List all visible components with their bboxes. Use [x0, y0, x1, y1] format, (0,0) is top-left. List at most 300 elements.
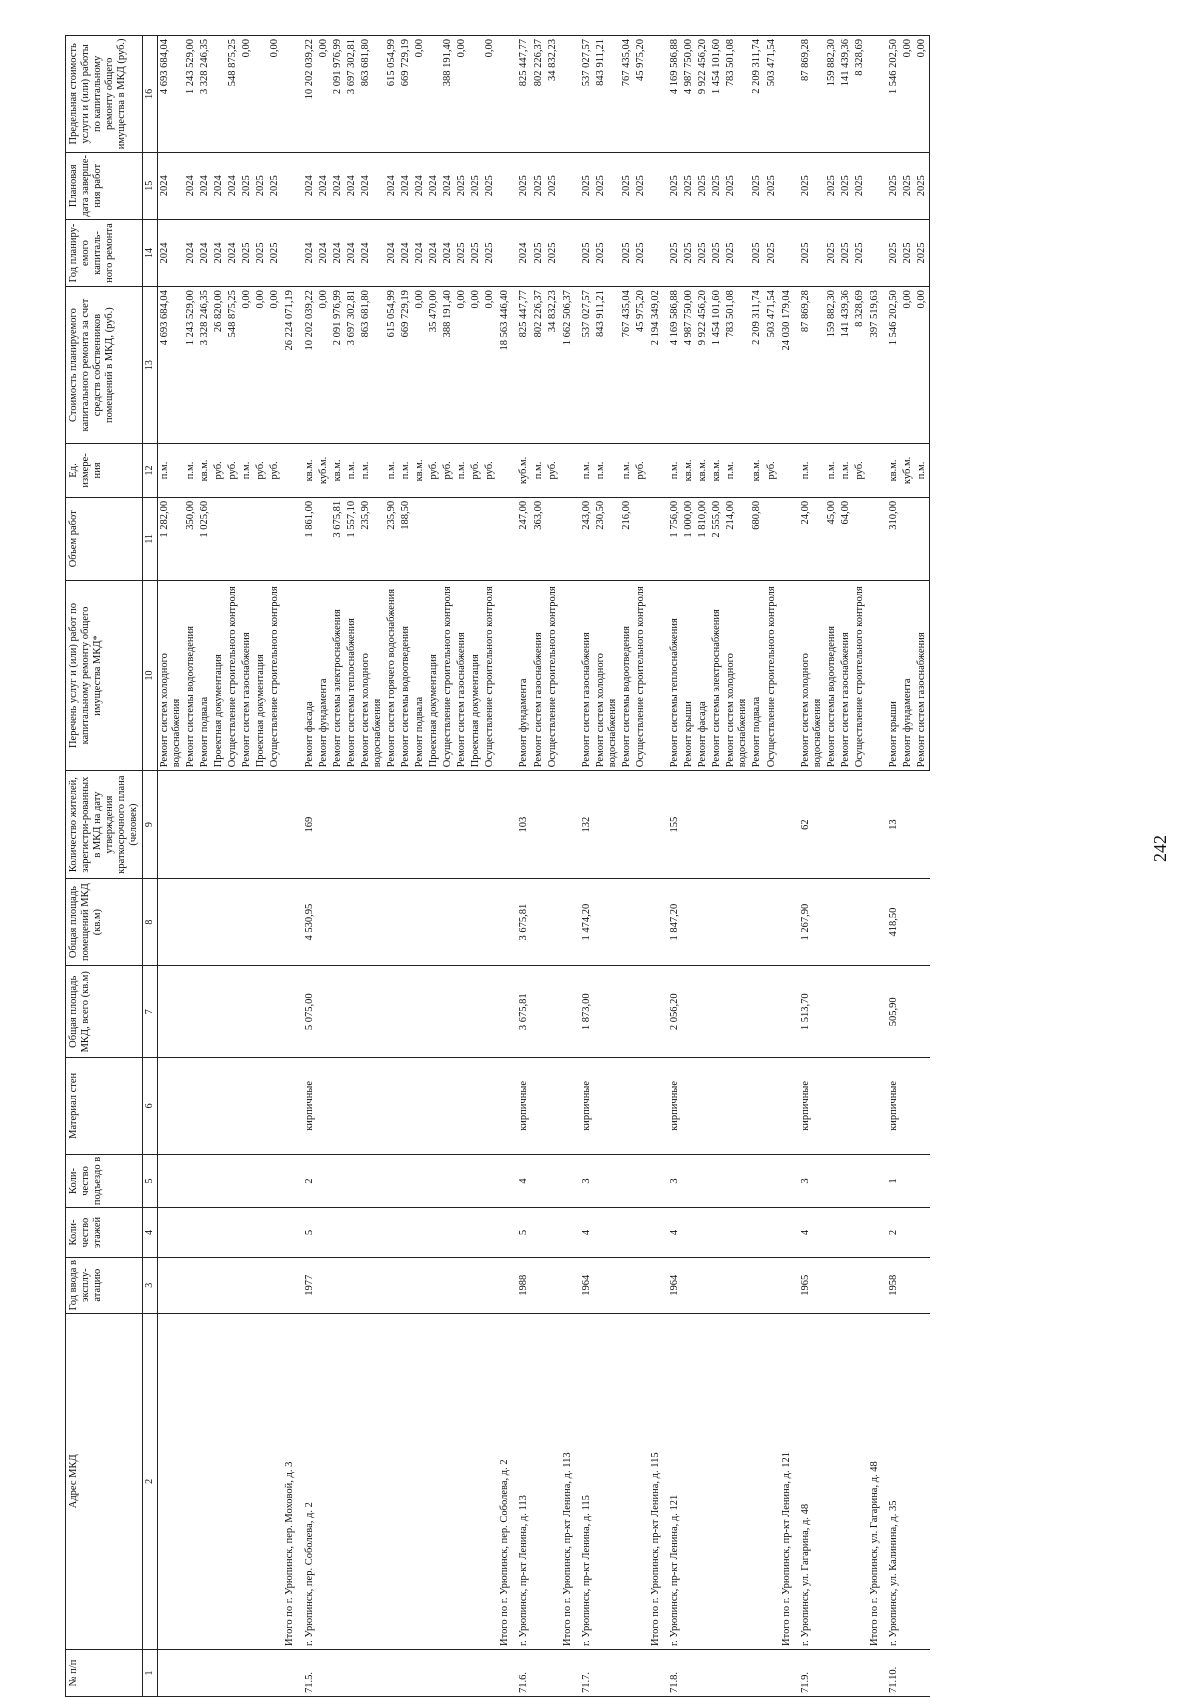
- work-year: 2025: [765, 219, 779, 286]
- work-limit-cost: 9 922 456,20: [696, 36, 710, 153]
- work-limit-cost: 4 693 684,04: [157, 36, 184, 153]
- work-limit-cost: 0,00: [483, 36, 497, 153]
- empty-cell: [282, 219, 297, 286]
- total-label: Итого по г. Урюпинск, пер. Моховой, д. 3: [282, 1313, 297, 1649]
- work-limit-cost: 45 975,20: [634, 36, 648, 153]
- work-name: Ремонт системы водоотведения: [620, 580, 634, 771]
- empty-cell: [648, 771, 663, 879]
- work-volume: [441, 497, 455, 580]
- work-name: Осуществление строительного контроля: [441, 580, 455, 771]
- work-year: 2024: [226, 219, 240, 286]
- work-completion-date: 2025: [532, 152, 546, 219]
- work-cost: 767 435,04: [620, 287, 634, 444]
- work-unit: п.м.: [157, 444, 184, 498]
- work-volume: 243,00: [575, 497, 594, 580]
- empty-cell: [497, 1154, 512, 1208]
- empty-cell: [282, 1154, 297, 1208]
- work-volume: [483, 497, 497, 580]
- work-year: 2024: [441, 219, 455, 286]
- total-area: 3 675,81: [512, 966, 559, 1058]
- work-cost: 2 209 311,74: [750, 287, 764, 444]
- empty-cell: [560, 444, 575, 498]
- work-volume: 1 810,00: [696, 497, 710, 580]
- floors-count: 5: [298, 1208, 498, 1257]
- work-volume: 216,00: [620, 497, 634, 580]
- work-name: Ремонт системы водоотведения: [825, 580, 839, 771]
- work-year: 2025: [853, 219, 867, 286]
- work-unit: п.м.: [839, 444, 853, 498]
- work-year: 2025: [710, 219, 724, 286]
- work-unit: кв.м.: [682, 444, 696, 498]
- empty-cell: [282, 444, 297, 498]
- work-name: Ремонт подвала: [413, 580, 427, 771]
- work-limit-cost: 548 875,25: [226, 36, 240, 153]
- work-volume: [212, 497, 226, 580]
- work-name: Ремонт фасада: [696, 580, 710, 771]
- work-year: 2025: [882, 219, 901, 286]
- work-completion-date: 2024: [399, 152, 413, 219]
- empty-cell: [560, 36, 575, 153]
- work-name: Осуществление строительного контроля: [483, 580, 497, 771]
- work-name: Ремонт системы водоотведения: [399, 580, 413, 771]
- empty-cell: [560, 219, 575, 286]
- work-limit-cost: 1 454 101,60: [710, 36, 724, 153]
- empty-cell: [779, 1154, 794, 1208]
- empty-cell: [779, 36, 794, 153]
- work-unit: руб.: [441, 444, 455, 498]
- empty-cell: [497, 878, 512, 965]
- empty-cell: [867, 580, 882, 771]
- total-area: [157, 966, 282, 1058]
- column-number: 6: [143, 1058, 158, 1154]
- rooms-area: 3 675,81: [512, 878, 559, 965]
- work-year: 2025: [268, 219, 282, 286]
- work-row: [512, 36, 531, 1697]
- house-number: 71.8.: [663, 1649, 779, 1696]
- header-cell: Количество жителей, зарегистри-рованных в МКД на дату утверждения краткосрочного плана (человек): [66, 771, 143, 879]
- empty-cell: [648, 1058, 663, 1154]
- work-unit: кв.м.: [298, 444, 317, 498]
- column-number: 9: [143, 771, 158, 879]
- work-cost: 1 546 202,50: [882, 287, 901, 444]
- wall-material: кирпичные: [794, 1058, 867, 1154]
- work-cost: 10 202 039,22: [298, 287, 317, 444]
- empty-cell: [282, 966, 297, 1058]
- work-name: Ремонт фундамента: [901, 580, 915, 771]
- work-cost: 615 054,99: [385, 287, 399, 444]
- empty-cell: [867, 1257, 882, 1313]
- house-number: 71.10.: [882, 1649, 930, 1696]
- total-area: 2 056,20: [663, 966, 779, 1058]
- work-volume: 214,00: [724, 497, 750, 580]
- header-cell: Стоимость планируемого капитального ремонта за счет средств собственников помещений в МКД, (руб.): [66, 287, 143, 444]
- column-number: 8: [143, 878, 158, 965]
- work-limit-cost: [427, 36, 441, 153]
- total-label: Итого по г. Урюпинск, пр-кт Ленина, д. 113: [560, 1313, 575, 1649]
- empty-cell: [497, 219, 512, 286]
- work-completion-date: 2024: [441, 152, 455, 219]
- work-cost: 4 693 684,04: [157, 287, 184, 444]
- work-completion-date: 2024: [385, 152, 399, 219]
- empty-cell: [282, 1257, 297, 1313]
- work-unit: руб.: [212, 444, 226, 498]
- empty-cell: [779, 1208, 794, 1257]
- work-volume: 235,90: [359, 497, 385, 580]
- work-limit-cost: 2 091 976,99: [331, 36, 345, 153]
- empty-cell: [867, 771, 882, 879]
- work-completion-date: 2025: [750, 152, 764, 219]
- work-limit-cost: [254, 36, 268, 153]
- total-no-cell: [867, 1649, 882, 1696]
- work-volume: 1 282,00: [157, 497, 184, 580]
- header-cell: Объем работ: [66, 497, 143, 580]
- work-cost: 159 882,30: [825, 287, 839, 444]
- work-limit-cost: 8 328,69: [853, 36, 867, 153]
- work-volume: 247,00: [512, 497, 531, 580]
- work-year: 2024: [157, 219, 184, 286]
- work-unit: п.м.: [385, 444, 399, 498]
- work-completion-date: 2025: [594, 152, 620, 219]
- total-area: 505,90: [882, 966, 930, 1058]
- work-name: Ремонт систем холодного водоснабжения: [594, 580, 620, 771]
- work-volume: 230,50: [594, 497, 620, 580]
- commission-year: 1958: [882, 1257, 930, 1313]
- work-limit-cost: 0,00: [455, 36, 469, 153]
- work-year: 2024: [298, 219, 317, 286]
- work-year: 2025: [839, 219, 853, 286]
- header-cell: Перечень услуг и (или) работ по капитальному ремонту общего имущества МКД*: [66, 580, 143, 771]
- work-unit: п.м.: [345, 444, 359, 498]
- house-address: г. Урюпинск, ул. Калинина, д. 35: [882, 1313, 930, 1649]
- empty-cell: [779, 966, 794, 1058]
- work-volume: [413, 497, 427, 580]
- work-year: 2025: [483, 219, 497, 286]
- house-number: 71.6.: [512, 1649, 559, 1696]
- work-limit-cost: 87 869,28: [794, 36, 825, 153]
- work-volume: 1 756,00: [663, 497, 682, 580]
- house-number: 71.5.: [298, 1649, 498, 1696]
- work-completion-date: 2024: [331, 152, 345, 219]
- work-cost: 0,00: [915, 287, 930, 444]
- work-cost: 1 243 529,00: [184, 287, 198, 444]
- empty-cell: [560, 771, 575, 879]
- work-name: Ремонт систем холодного водоснабжения: [359, 580, 385, 771]
- work-limit-cost: 863 681,80: [359, 36, 385, 153]
- entrances-count: 3: [794, 1154, 867, 1208]
- empty-cell: [867, 444, 882, 498]
- house-address: г. Урюпинск, пр-кт Ленина, д. 115: [575, 1313, 648, 1649]
- work-completion-date: 2024: [359, 152, 385, 219]
- house-address: г. Урюпинск, пер. Соболева, д. 2: [298, 1313, 498, 1649]
- work-cost: 4 987 750,00: [682, 287, 696, 444]
- column-number: 4: [143, 1208, 158, 1257]
- work-name: Ремонт системы водоотведения: [184, 580, 198, 771]
- commission-year: 1965: [794, 1257, 867, 1313]
- work-name: Ремонт систем холодного водоснабжения: [157, 580, 184, 771]
- work-volume: 235,90: [385, 497, 399, 580]
- total-label: Итого по г. Урюпинск, пр-кт Ленина, д. 115: [648, 1313, 663, 1649]
- work-unit: п.м.: [663, 444, 682, 498]
- work-volume: 188,50: [399, 497, 413, 580]
- empty-cell: [497, 580, 512, 771]
- work-limit-cost: 0,00: [915, 36, 930, 153]
- wall-material: кирпичные: [663, 1058, 779, 1154]
- work-limit-cost: [469, 36, 483, 153]
- work-year: 2024: [413, 219, 427, 286]
- work-cost: 0,00: [483, 287, 497, 444]
- house-number: 71.9.: [794, 1649, 867, 1696]
- work-volume: 2 555,00: [710, 497, 724, 580]
- column-number: 14: [143, 219, 158, 286]
- header-cell: Коли-чество этажей: [66, 1208, 143, 1257]
- empty-cell: [648, 878, 663, 965]
- work-completion-date: 2025: [512, 152, 531, 219]
- work-row: [298, 36, 317, 1697]
- work-row: [663, 36, 682, 1697]
- floors-count: 4: [663, 1208, 779, 1257]
- rooms-area: 1 267,90: [794, 878, 867, 965]
- column-number: 11: [143, 497, 158, 580]
- work-year: 2025: [455, 219, 469, 286]
- empty-cell: [497, 444, 512, 498]
- empty-cell: [779, 1257, 794, 1313]
- work-name: Ремонт систем газоснабжения: [575, 580, 594, 771]
- empty-cell: [282, 1208, 297, 1257]
- work-cost: 45 975,20: [634, 287, 648, 444]
- work-name: Ремонт подвала: [198, 580, 212, 771]
- wall-material: кирпичные: [575, 1058, 648, 1154]
- work-limit-cost: 537 027,57: [575, 36, 594, 153]
- work-limit-cost: 3 328 246,35: [198, 36, 212, 153]
- rooms-area: 4 530,95: [298, 878, 498, 965]
- work-cost: 0,00: [240, 287, 254, 444]
- empty-cell: [779, 771, 794, 879]
- work-completion-date: 2025: [546, 152, 560, 219]
- empty-cell: [648, 966, 663, 1058]
- empty-cell: [282, 878, 297, 965]
- column-number: 15: [143, 152, 158, 219]
- residents-count: 13: [882, 771, 930, 879]
- floors-count: 4: [575, 1208, 648, 1257]
- floors-count: 2: [882, 1208, 930, 1257]
- work-cost: 34 832,23: [546, 287, 560, 444]
- work-year: 2024: [331, 219, 345, 286]
- work-cost: 9 922 456,20: [696, 287, 710, 444]
- work-limit-cost: 141 439,36: [839, 36, 853, 153]
- work-unit: п.м.: [620, 444, 634, 498]
- header-cell: Плановая дата заверше-ния работ: [66, 152, 143, 219]
- commission-year: [157, 1257, 282, 1313]
- work-cost: 503 471,54: [765, 287, 779, 444]
- work-limit-cost: 615 054,99: [385, 36, 399, 153]
- residents-count: 132: [575, 771, 648, 879]
- total-no-cell: [648, 1649, 663, 1696]
- work-completion-date: 2024: [413, 152, 427, 219]
- capital-repair-register-table: [65, 35, 930, 1697]
- empty-cell: [282, 36, 297, 153]
- entrances-count: 2: [298, 1154, 498, 1208]
- work-completion-date: 2025: [254, 152, 268, 219]
- work-unit: кв.м.: [750, 444, 764, 498]
- work-cost: 0,00: [455, 287, 469, 444]
- empty-cell: [497, 771, 512, 879]
- work-volume: 64,00: [839, 497, 853, 580]
- empty-cell: [497, 497, 512, 580]
- work-volume: [853, 497, 867, 580]
- house-address: г. Урюпинск, ул. Гагарина, д. 48: [794, 1313, 867, 1649]
- work-year: 2025: [724, 219, 750, 286]
- column-number: 7: [143, 966, 158, 1058]
- empty-cell: [779, 497, 794, 580]
- empty-cell: [867, 878, 882, 965]
- work-row: [882, 36, 901, 1697]
- total-area: 1 873,00: [575, 966, 648, 1058]
- work-cost: 843 911,21: [594, 287, 620, 444]
- empty-cell: [867, 1154, 882, 1208]
- empty-cell: [560, 966, 575, 1058]
- residents-count: 169: [298, 771, 498, 879]
- total-label: Итого по г. Урюпинск, пер. Соболева, д. 2: [497, 1313, 512, 1649]
- column-number: 10: [143, 580, 158, 771]
- work-volume: 680,80: [750, 497, 764, 580]
- entrances-count: 3: [663, 1154, 779, 1208]
- work-unit: п.м.: [399, 444, 413, 498]
- empty-cell: [648, 36, 663, 153]
- work-row: [157, 36, 184, 1697]
- column-number: 3: [143, 1257, 158, 1313]
- work-limit-cost: 34 832,23: [546, 36, 560, 153]
- empty-cell: [648, 152, 663, 219]
- work-name: Ремонт систем газоснабжения: [455, 580, 469, 771]
- empty-cell: [497, 966, 512, 1058]
- entrances-count: 1: [882, 1154, 930, 1208]
- work-year: 2024: [359, 219, 385, 286]
- empty-cell: [560, 497, 575, 580]
- rooms-area: [157, 878, 282, 965]
- work-completion-date: 2025: [268, 152, 282, 219]
- total-row: [282, 36, 297, 1697]
- work-limit-cost: 4 987 750,00: [682, 36, 696, 153]
- empty-cell: [560, 1257, 575, 1313]
- house-number: 71.7.: [575, 1649, 648, 1696]
- work-year: 2025: [825, 219, 839, 286]
- empty-cell: [648, 444, 663, 498]
- work-limit-cost: 0,00: [413, 36, 427, 153]
- header-cell: Адрес МКД: [66, 1313, 143, 1649]
- work-name: Ремонт фасада: [298, 580, 317, 771]
- work-unit: руб.: [469, 444, 483, 498]
- work-cost: 87 869,28: [794, 287, 825, 444]
- work-limit-cost: 825 447,77: [512, 36, 531, 153]
- work-volume: [901, 497, 915, 580]
- empty-cell: [648, 580, 663, 771]
- header-cell: Коли-чество подъездо в: [66, 1154, 143, 1208]
- work-completion-date: 2025: [663, 152, 682, 219]
- entrances-count: 4: [512, 1154, 559, 1208]
- work-unit: кв.м.: [696, 444, 710, 498]
- empty-cell: [779, 444, 794, 498]
- work-name: Проектная документация: [427, 580, 441, 771]
- work-name: Проектная документация: [212, 580, 226, 771]
- header-row: [66, 36, 143, 1697]
- house-number: [157, 1649, 282, 1696]
- work-completion-date: 2024: [157, 152, 184, 219]
- floors-count: [157, 1208, 282, 1257]
- work-year: 2024: [345, 219, 359, 286]
- work-cost: 669 729,19: [399, 287, 413, 444]
- work-completion-date: 2025: [469, 152, 483, 219]
- work-unit: руб.: [427, 444, 441, 498]
- empty-cell: [648, 219, 663, 286]
- empty-cell: [282, 1058, 297, 1154]
- work-limit-cost: 843 911,21: [594, 36, 620, 153]
- work-completion-date: 2024: [317, 152, 331, 219]
- work-unit: руб.: [483, 444, 497, 498]
- commission-year: 1964: [575, 1257, 648, 1313]
- work-unit: п.м.: [532, 444, 546, 498]
- work-volume: 1 861,00: [298, 497, 317, 580]
- total-label: Итого по г. Урюпинск, ул. Гагарина, д. 48: [867, 1313, 882, 1649]
- work-volume: [427, 497, 441, 580]
- work-limit-cost: 783 501,08: [724, 36, 750, 153]
- work-year: 2024: [317, 219, 331, 286]
- header-cell: Материал стен: [66, 1058, 143, 1154]
- work-completion-date: 2025: [724, 152, 750, 219]
- work-volume: [240, 497, 254, 580]
- work-cost: 783 501,08: [724, 287, 750, 444]
- work-unit: п.м.: [594, 444, 620, 498]
- work-name: Ремонт системы электроснабжения: [710, 580, 724, 771]
- work-limit-cost: 669 729,19: [399, 36, 413, 153]
- total-row: [648, 36, 663, 1697]
- work-limit-cost: 159 882,30: [825, 36, 839, 153]
- work-cost: 0,00: [317, 287, 331, 444]
- work-year: 2025: [794, 219, 825, 286]
- work-unit: руб.: [765, 444, 779, 498]
- work-unit: п.м.: [240, 444, 254, 498]
- work-unit: руб.: [226, 444, 240, 498]
- work-name: Осуществление строительного контроля: [226, 580, 240, 771]
- work-unit: п.м.: [184, 444, 198, 498]
- empty-cell: [779, 878, 794, 965]
- work-volume: 3 675,81: [331, 497, 345, 580]
- work-year: 2024: [184, 219, 198, 286]
- work-year: 2025: [240, 219, 254, 286]
- empty-cell: [779, 152, 794, 219]
- work-completion-date: 2024: [184, 152, 198, 219]
- work-volume: [915, 497, 930, 580]
- empty-cell: [560, 1058, 575, 1154]
- empty-cell: [282, 152, 297, 219]
- work-volume: [254, 497, 268, 580]
- work-cost: 3 328 246,35: [198, 287, 212, 444]
- work-volume: [268, 497, 282, 580]
- work-unit: куб.м.: [901, 444, 915, 498]
- work-cost: 825 447,77: [512, 287, 531, 444]
- work-unit: руб.: [546, 444, 560, 498]
- empty-cell: [497, 152, 512, 219]
- work-row: [794, 36, 825, 1697]
- work-unit: кв.м.: [882, 444, 901, 498]
- work-completion-date: 2024: [198, 152, 212, 219]
- residents-count: 103: [512, 771, 559, 879]
- empty-cell: [779, 580, 794, 771]
- work-unit: руб.: [853, 444, 867, 498]
- work-year: 2025: [469, 219, 483, 286]
- work-name: Ремонт крыши: [682, 580, 696, 771]
- work-cost: 2 091 976,99: [331, 287, 345, 444]
- work-year: 2025: [546, 219, 560, 286]
